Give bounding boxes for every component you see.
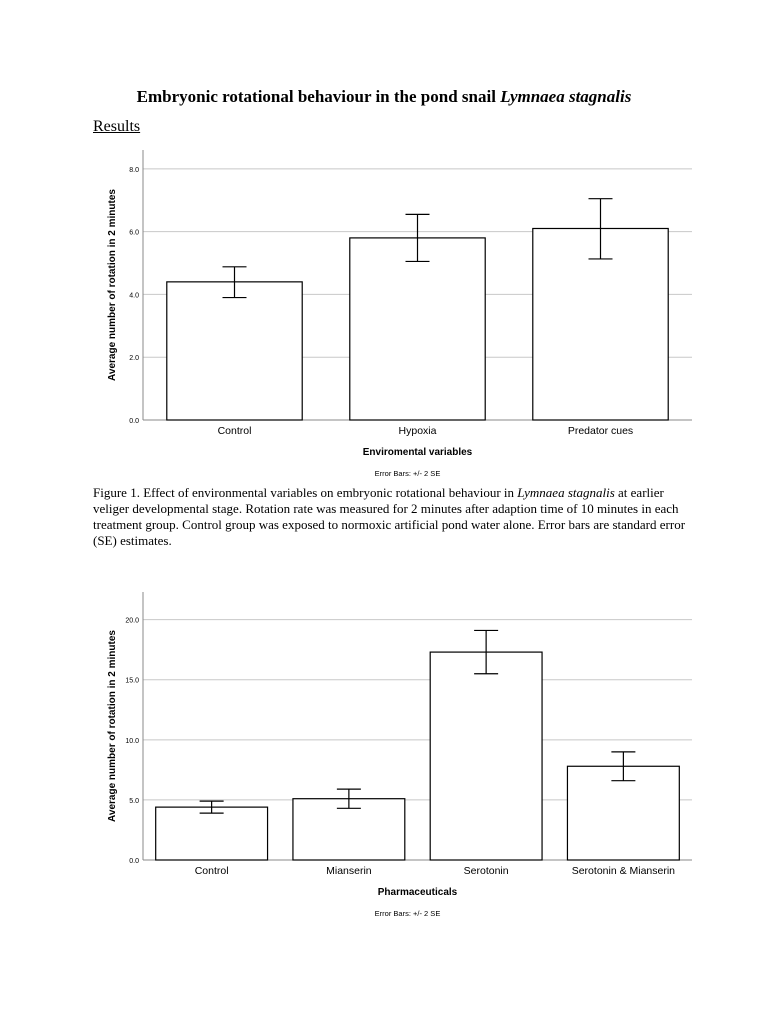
y-axis-title: Average number of rotation in 2 minutes: [107, 189, 118, 381]
y-tick-label: 0.0: [129, 418, 139, 425]
x-tick-label: Control: [194, 865, 229, 877]
x-axis-title: Pharmaceuticals: [377, 887, 458, 898]
y-tick-label: 10.0: [125, 737, 139, 745]
bar: [156, 807, 268, 860]
y-tick-label: 0.0: [129, 858, 139, 865]
x-tick-label: Mianserin: [326, 865, 372, 877]
x-tick-label: Serotonin: [463, 865, 509, 877]
y-tick-label: 20.0: [125, 617, 139, 625]
y-tick-label: 6.0: [129, 229, 139, 237]
title-main: Embryonic rotational behaviour in the pond snail: [136, 87, 501, 106]
x-tick-label: Hypoxia: [398, 425, 437, 437]
x-tick-label: Serotonin & Mianserin: [571, 865, 676, 877]
error-bars-footnote: Error Bars: +/- 2 SE: [374, 909, 441, 918]
section-heading-results: Results: [93, 118, 141, 135]
error-bars-footnote: Error Bars: +/- 2 SE: [374, 469, 441, 478]
x-axis-title: Enviromental variables: [362, 447, 473, 458]
caption-text-a: Figure 1. Effect of environmental variables on embryonic rotational behaviour in: [93, 485, 518, 500]
y-tick-label: 2.0: [129, 355, 139, 363]
caption-text-b: at earlier veliger developmental stage. Rotation rate was measured for 2 minutes after adaption time of 10 minutes in each treatment group. Control group was exposed to normoxic artificial pond water alone. Error bars are standard error (SE) estimates.: [93, 485, 686, 548]
title-species: Lymnaea stagnalis: [500, 87, 632, 106]
y-tick-label: 8.0: [129, 166, 139, 174]
x-tick-label: Control: [217, 425, 252, 437]
y-tick-label: 5.0: [129, 797, 139, 805]
bar: [430, 652, 542, 860]
caption-species: Lymnaea stagnalis: [517, 485, 615, 500]
x-tick-label: Predator cues: [567, 425, 634, 437]
y-tick-label: 15.0: [125, 677, 139, 685]
y-tick-label: 4.0: [129, 292, 139, 300]
y-axis-title: Average number of rotation in 2 minutes: [107, 630, 118, 822]
